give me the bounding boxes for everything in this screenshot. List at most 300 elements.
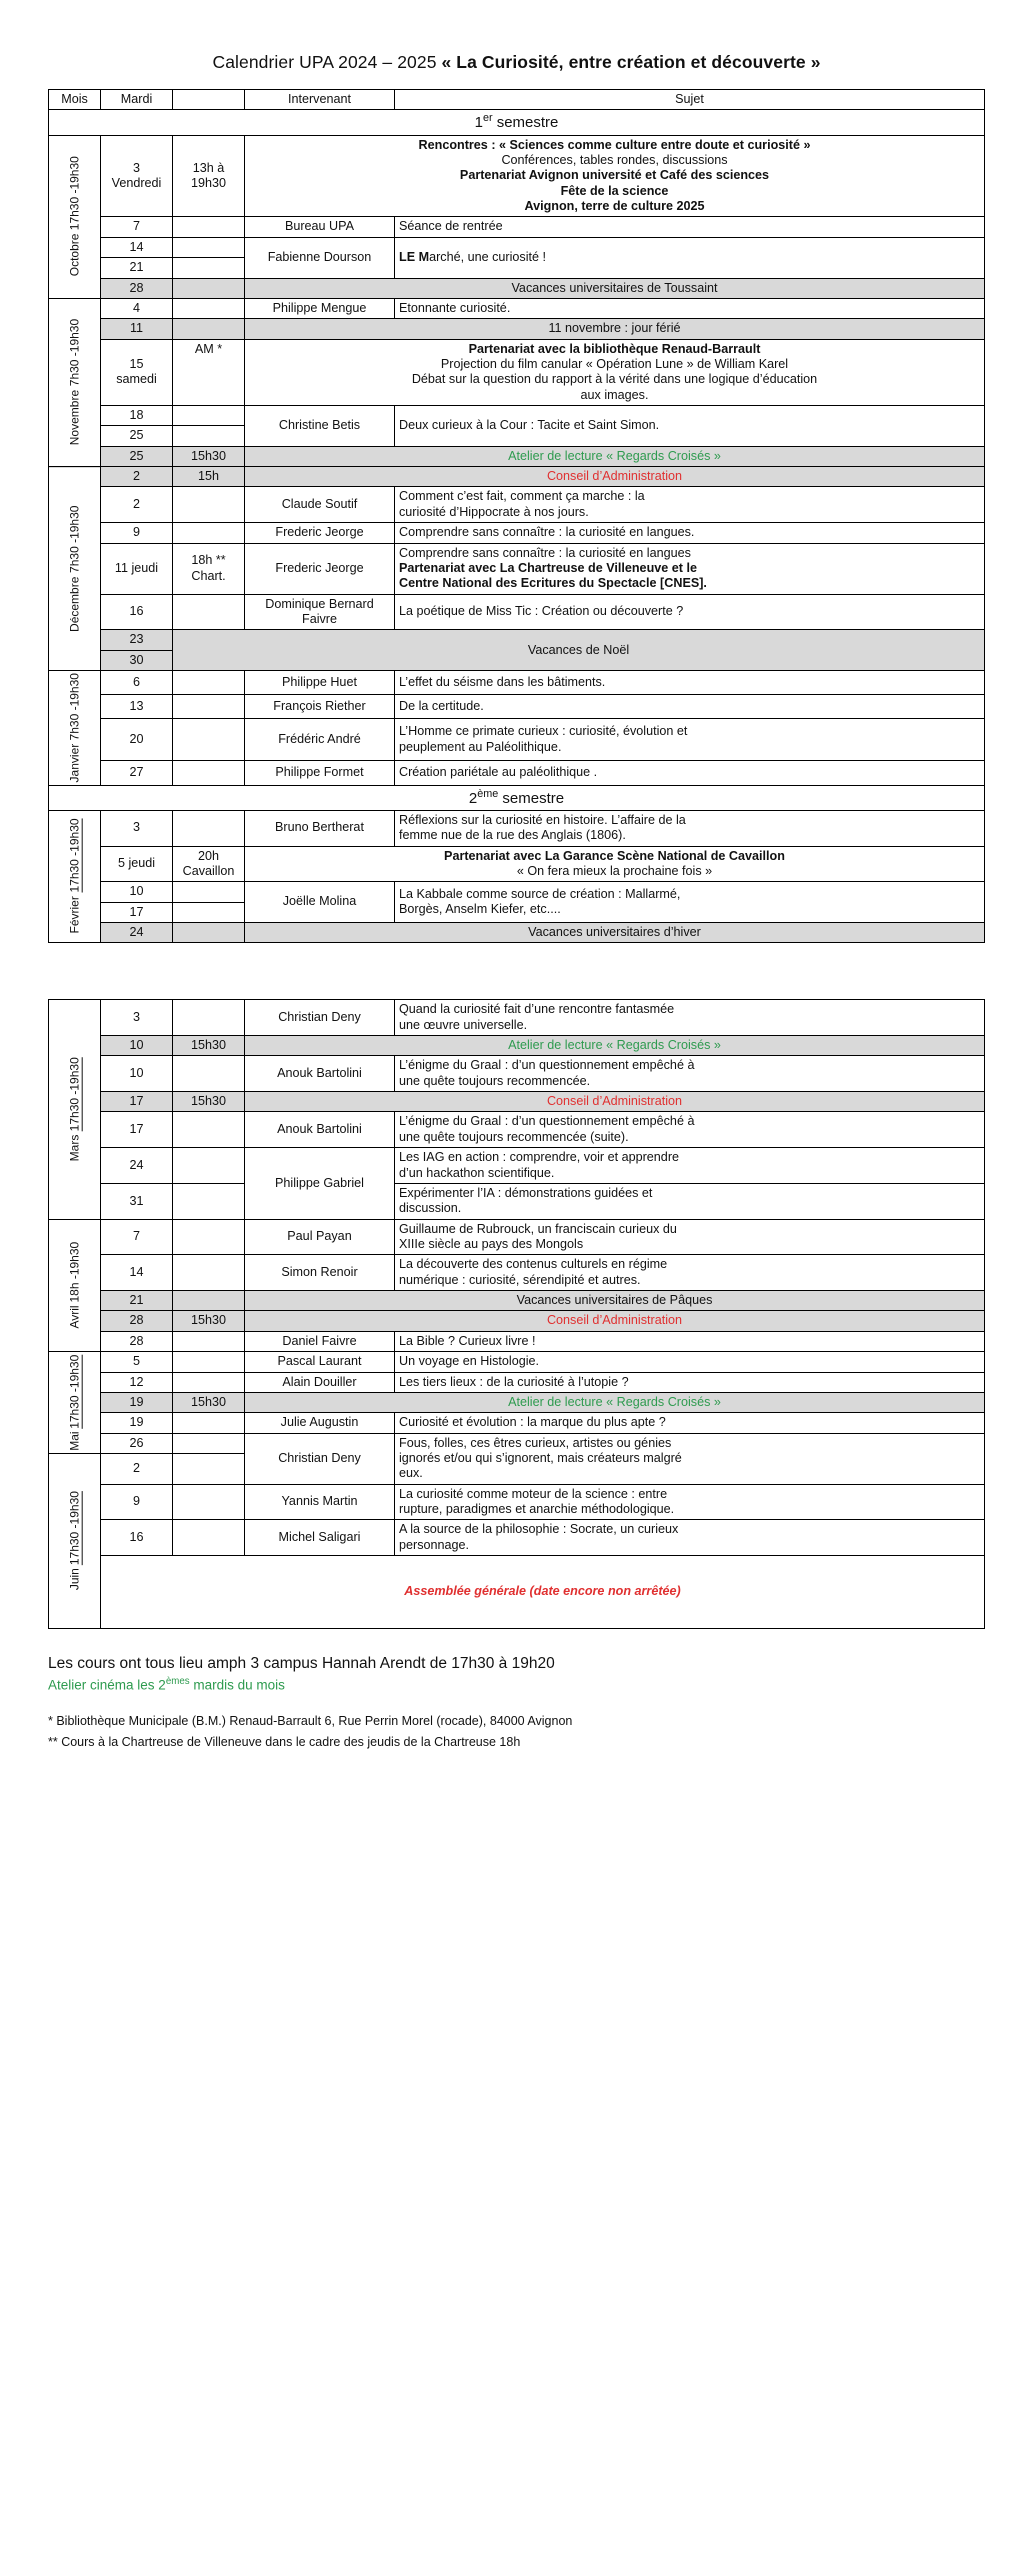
- speaker-cell: François Riether: [245, 695, 395, 719]
- date-cell: 19: [101, 1413, 173, 1433]
- subject-line2: XIIIe siècle au pays des Mongols: [399, 1237, 584, 1251]
- speaker-cell: Anouk Bartolini: [245, 1056, 395, 1092]
- month-avril-name: Avril: [67, 1305, 82, 1329]
- subject-line1: A la source de la philosophie : Socrate, un curieux: [399, 1522, 679, 1537]
- subject-cell: [395, 810, 985, 846]
- semester-2-num: 2: [468, 789, 478, 807]
- time-cell: [173, 1331, 245, 1351]
- table-row-holiday: [49, 278, 985, 298]
- subject-cell: [245, 339, 985, 405]
- subject-cell: Etonnante curiosité.: [395, 298, 985, 318]
- subject-line5: Avignon, terre de culture 2025: [524, 199, 705, 214]
- date-cell: 10: [101, 1056, 173, 1092]
- month-fevrier-hours: 17h30 -19h30: [67, 819, 82, 894]
- time-line1: 20h: [197, 848, 219, 863]
- header-heure: [173, 90, 245, 110]
- subject-cell: [395, 1112, 985, 1148]
- date-cell: 28: [101, 1311, 173, 1331]
- date-cell: 4: [101, 298, 173, 318]
- date-cell: 14: [101, 1255, 173, 1291]
- date-cell: 17: [101, 1092, 173, 1112]
- table-row: [49, 882, 985, 902]
- speaker-cell: Joëlle Molina: [245, 882, 395, 923]
- time-cell: [173, 1056, 245, 1092]
- speaker-cell: Philippe Formet: [245, 761, 395, 785]
- table-row: [49, 543, 985, 594]
- date-cell: 9: [101, 523, 173, 543]
- date-cell: 12: [101, 1372, 173, 1392]
- date-cell: 11 jeudi: [101, 543, 173, 594]
- subject-line2: discussion.: [399, 1201, 462, 1216]
- time-cell: [173, 695, 245, 719]
- subject-cell: [395, 1183, 985, 1219]
- date-cell: 2: [101, 487, 173, 523]
- subject-line1: Les IAG en action : comprendre, voir et apprendre: [399, 1150, 680, 1165]
- subject-line3: Débat sur la question du rapport à la vérité dans une logique d’éducation: [411, 372, 818, 387]
- time-cell: [173, 278, 245, 298]
- subject-cell: [395, 1056, 985, 1092]
- month-octobre-hours: 17h30 -19h30: [67, 156, 82, 231]
- time-cell: [173, 237, 245, 257]
- holiday-label: Vacances universitaires d’hiver: [245, 922, 985, 942]
- table-row-atelier: [49, 1392, 985, 1412]
- speaker-cell: Paul Payan: [245, 1219, 395, 1255]
- time-cell: [173, 1000, 245, 1036]
- date-cell: 5: [101, 1352, 173, 1372]
- date-cell: 10: [101, 1036, 173, 1056]
- subject-cell: Un voyage en Histologie.: [395, 1352, 985, 1372]
- time-cell: [173, 1433, 245, 1453]
- time-cell: [173, 1453, 245, 1484]
- time-cell: [173, 1148, 245, 1184]
- subject-cell: [395, 1433, 985, 1484]
- time-cell: 15h: [173, 467, 245, 487]
- subject-cell: [395, 543, 985, 594]
- table-row: [49, 1219, 985, 1255]
- table-row: [49, 1000, 985, 1036]
- footer: [48, 1655, 985, 1753]
- date-cell: 13: [101, 695, 173, 719]
- table-row: [49, 339, 985, 405]
- date-cell: 6: [101, 671, 173, 695]
- speaker-cell: Yannis Martin: [245, 1484, 395, 1520]
- subject-cell: Deux curieux à la Cour : Tacite et Saint Simon.: [395, 406, 985, 447]
- subject-line3: Partenariat Avignon université et Café des sciences: [459, 168, 770, 183]
- assemblee-generale-label: Assemblée générale (date encore non arrêtée): [101, 1556, 985, 1629]
- table-row-ca: [49, 1092, 985, 1112]
- subject-line2: femme nue de la rue des Anglais (1806).: [399, 828, 626, 843]
- table-row: [49, 1183, 985, 1219]
- subject-line1: Comment c’est fait, comment ça marche : la: [399, 489, 645, 504]
- date-cell: 16: [101, 594, 173, 630]
- date-cell: 25: [101, 426, 173, 446]
- header-intervenant: Intervenant: [245, 90, 395, 110]
- speaker-cell: Philippe Mengue: [245, 298, 395, 318]
- subject-line1: Comprendre sans connaître : la curiosité en langues: [399, 545, 691, 560]
- table-row: [49, 237, 985, 257]
- semester-1-exp: er: [482, 112, 493, 125]
- table-row: [49, 1056, 985, 1092]
- subject-line1: L’énigme du Graal : d’un questionnement empêché à: [399, 1058, 695, 1073]
- table-row: [49, 1331, 985, 1351]
- subject-line2: curiosité d’Hippocrate à nos jours.: [399, 504, 589, 519]
- date-day: 3: [132, 160, 140, 175]
- subject-cell: L’effet du séisme dans les bâtiments.: [395, 671, 985, 695]
- table-row: [49, 1148, 985, 1184]
- date-cell: 28: [101, 1331, 173, 1351]
- calendar-table-part2: [48, 999, 985, 1629]
- month-juin-hours: 17h30 -19h30: [67, 1491, 82, 1566]
- time-cell: [173, 298, 245, 318]
- date-cell: 2: [101, 467, 173, 487]
- table-row: [49, 695, 985, 719]
- subject-line2: personnage.: [399, 1537, 470, 1552]
- month-octobre-name: Octobre: [67, 234, 82, 277]
- time-cell: [173, 523, 245, 543]
- date-cell: 24: [101, 1148, 173, 1184]
- table-row: [49, 846, 985, 882]
- subject-line2: « On fera mieux la prochaine fois »: [516, 863, 713, 878]
- time-cell: [173, 426, 245, 446]
- subject-line1: L’énigme du Graal : d’un questionnement empêché à: [399, 1114, 695, 1129]
- date-cell: 9: [101, 1484, 173, 1520]
- time-cell: [173, 135, 245, 217]
- table-row-ca: [49, 467, 985, 487]
- subject-line2: d’un hackathon scientifique.: [399, 1165, 555, 1180]
- subject-cell: La poétique de Miss Tic : Création ou découverte ?: [395, 594, 985, 630]
- table-row-holiday: [49, 922, 985, 942]
- month-mai: [49, 1352, 101, 1454]
- subject-line1: Fous, folles, ces êtres curieux, artistes ou génies: [399, 1435, 672, 1450]
- subject-cell: [395, 1520, 985, 1556]
- subject-cell: Comprendre sans connaître : la curiosité en langues.: [395, 523, 985, 543]
- speaker-cell: Michel Saligari: [245, 1520, 395, 1556]
- header-mois: Mois: [49, 90, 101, 110]
- semester-row-1: [49, 110, 985, 135]
- subject-line2: Partenariat avec La Chartreuse de Villeneuve et le: [399, 560, 697, 575]
- time-cell: [173, 719, 245, 761]
- time-cell: [173, 594, 245, 630]
- subject-line1: La curiosité comme moteur de la science : entre: [399, 1486, 668, 1501]
- table-row: [49, 1520, 985, 1556]
- speaker-cell: [245, 594, 395, 630]
- subject-line3: Centre National des Ecritures du Spectacle [CNES].: [399, 576, 707, 591]
- speaker-cell: Christian Deny: [245, 1433, 395, 1484]
- month-janvier-name: Janvier: [67, 743, 82, 783]
- month-fevrier: [49, 810, 101, 943]
- month-novembre-name: Novembre: [67, 390, 82, 446]
- time-line2: 19h30: [190, 176, 227, 191]
- subject-cell: La Bible ? Curieux livre !: [395, 1331, 985, 1351]
- speaker-cell: Daniel Faivre: [245, 1331, 395, 1351]
- subject-bold: LE M: [399, 249, 430, 264]
- speaker-cell: Frédéric André: [245, 719, 395, 761]
- header-sujet: Sujet: [395, 90, 985, 110]
- date-cell: 27: [101, 761, 173, 785]
- semester-row-2: [49, 785, 985, 810]
- date-cell: 23: [101, 630, 173, 650]
- semester-2-exp: ème: [477, 787, 499, 800]
- semester-2-label: [49, 785, 985, 810]
- table-row: [49, 1484, 985, 1520]
- subject-line2: une œuvre universelle.: [399, 1017, 528, 1032]
- page-title: [48, 52, 985, 73]
- month-mai-name: Mai: [67, 1431, 82, 1451]
- holiday-label: Vacances de Noël: [173, 630, 985, 671]
- table-row-holiday: [49, 630, 985, 650]
- date-cell: 25: [101, 446, 173, 466]
- subject-cell: [245, 135, 985, 217]
- subject-cell: Création pariétale au paléolithique .: [395, 761, 985, 785]
- subject-line2: Borgès, Anselm Kiefer, etc....: [399, 902, 561, 917]
- table-header-row: [49, 90, 985, 110]
- month-decembre-name: Décembre: [67, 576, 82, 632]
- subject-line1: La découverte des contenus culturels en régime: [399, 1257, 668, 1272]
- ca-label: Conseil d’Administration: [245, 467, 985, 487]
- holiday-label: Vacances universitaires de Pâques: [245, 1291, 985, 1311]
- month-avril-hours: 18h -19h30: [67, 1241, 82, 1303]
- date-cell: 17: [101, 902, 173, 922]
- subject-cell: [395, 1000, 985, 1036]
- time-cell: [173, 1255, 245, 1291]
- month-fevrier-name: Février: [67, 896, 82, 934]
- speaker-cell: Alain Douiller: [245, 1372, 395, 1392]
- month-mars: [49, 1000, 101, 1219]
- time-cell: [173, 902, 245, 922]
- date-cell: 7: [101, 1219, 173, 1255]
- time-line1: 13h à: [192, 160, 225, 175]
- date-cell: [101, 339, 173, 405]
- footer-cinema-sup: èmes: [165, 1676, 190, 1688]
- table-row: [49, 406, 985, 426]
- subject-cell: De la certitude.: [395, 695, 985, 719]
- speaker-cell: Bruno Bertherat: [245, 810, 395, 846]
- month-novembre-hours: 7h30 -19h30: [67, 319, 82, 387]
- time-cell: 15h30: [173, 1036, 245, 1056]
- footer-notes: [48, 1711, 985, 1754]
- subject-cell: [245, 846, 985, 882]
- month-mars-hours: 17h30 -19h30: [67, 1057, 82, 1132]
- date-weekday: samedi: [116, 372, 157, 387]
- time-cell: [173, 1413, 245, 1433]
- date-cell: 21: [101, 1291, 173, 1311]
- month-mars-name: Mars: [67, 1134, 82, 1162]
- footer-cinema-b: mardis du mois: [189, 1677, 285, 1693]
- date-cell: 19: [101, 1392, 173, 1412]
- speaker-cell: Claude Soutif: [245, 487, 395, 523]
- subject-line1: L’Homme ce primate curieux : curiosité, évolution et: [399, 724, 688, 739]
- subject-cell: [395, 1219, 985, 1255]
- table-row: [49, 1413, 985, 1433]
- date-cell: 14: [101, 237, 173, 257]
- speaker-cell: Christian Deny: [245, 1000, 395, 1036]
- holiday-label: 11 novembre : jour férié: [245, 319, 985, 339]
- time-cell: [173, 1291, 245, 1311]
- date-cell: 17: [101, 1112, 173, 1148]
- time-cell: 15h30: [173, 1392, 245, 1412]
- speaker-cell: Frederic Jeorge: [245, 523, 395, 543]
- subject-rest: arché, une curiosité !: [429, 249, 546, 264]
- time-cell: 15h30: [173, 1092, 245, 1112]
- time-cell: [173, 1520, 245, 1556]
- date-cell: 10: [101, 882, 173, 902]
- table-row-atelier: [49, 446, 985, 466]
- subject-cell: [395, 487, 985, 523]
- table-row: [49, 1352, 985, 1372]
- date-cell: 20: [101, 719, 173, 761]
- month-janvier-hours: 7h30 -19h30: [67, 673, 82, 741]
- time-cell: [173, 882, 245, 902]
- page-break-spacer: [48, 943, 985, 999]
- date-cell: 7: [101, 217, 173, 237]
- footer-cinema-a: Atelier cinéma les 2: [48, 1677, 166, 1693]
- time-line2: Chart.: [191, 568, 226, 583]
- month-avril: [49, 1219, 101, 1352]
- speaker-cell: Fabienne Dourson: [245, 237, 395, 278]
- date-cell: 24: [101, 922, 173, 942]
- page-title-plain: Calendrier UPA 2024 – 2025: [212, 52, 442, 72]
- speaker-cell: Simon Renoir: [245, 1255, 395, 1291]
- date-day: 15: [129, 356, 144, 371]
- speaker-cell: Julie Augustin: [245, 1413, 395, 1433]
- date-cell: 18: [101, 406, 173, 426]
- table-row-holiday: [49, 1291, 985, 1311]
- footer-line-location: Les cours ont tous lieu amph 3 campus Hannah Arendt de 17h30 à 19h20: [48, 1655, 555, 1673]
- subject-line1: Expérimenter l’IA : démonstrations guidées et: [399, 1185, 653, 1200]
- date-cell: 11: [101, 319, 173, 339]
- date-cell: 26: [101, 1433, 173, 1453]
- month-juin-name: Juin: [67, 1568, 82, 1591]
- table-row: [49, 719, 985, 761]
- date-cell: 3: [101, 1000, 173, 1036]
- subject-line1: Rencontres : « Sciences comme culture entre doute et curiosité »: [418, 137, 811, 152]
- time-cell: [173, 671, 245, 695]
- table-row: [49, 810, 985, 846]
- ca-label: Conseil d’Administration: [245, 1311, 985, 1331]
- subject-line2: Conférences, tables rondes, discussions: [501, 153, 728, 168]
- footer-line-cinema: [48, 1676, 985, 1693]
- speaker-cell: Frederic Jeorge: [245, 543, 395, 594]
- date-cell: 3: [101, 810, 173, 846]
- subject-line2: une quête toujours recommencée (suite).: [399, 1129, 629, 1144]
- subject-cell: Séance de rentrée: [395, 217, 985, 237]
- footnote-1: * Bibliothèque Municipale (B.M.) Renaud-Barrault 6, Rue Perrin Morel (rocade), 84000 Avignon: [48, 1713, 573, 1728]
- subject-line4: aux images.: [580, 387, 649, 402]
- subject-line2: rupture, paradigmes et anarchie méthodologique.: [399, 1502, 675, 1517]
- subject-line4: Fête de la science: [560, 183, 669, 198]
- date-weekday: Vendredi: [111, 176, 162, 191]
- subject-cell: Les tiers lieux : de la curiosité à l’utopie ?: [395, 1372, 985, 1392]
- subject-cell: [395, 1484, 985, 1520]
- table-row: [49, 761, 985, 785]
- time-cell: [173, 258, 245, 278]
- subject-line3: eux.: [399, 1466, 423, 1481]
- month-janvier: [49, 671, 101, 785]
- table-row: [49, 1433, 985, 1453]
- speaker-cell: Anouk Bartolini: [245, 1112, 395, 1148]
- month-juin: [49, 1453, 101, 1628]
- table-row: [49, 135, 985, 217]
- time-line1: 18h **: [191, 553, 226, 568]
- time-cell: [173, 543, 245, 594]
- time-line2: Cavaillon: [182, 863, 235, 878]
- atelier-label: Atelier de lecture « Regards Croisés »: [245, 1036, 985, 1056]
- date-cell: 21: [101, 258, 173, 278]
- semester-1-num: 1: [474, 114, 483, 132]
- table-row: [49, 298, 985, 318]
- subject-line1: La Kabbale comme source de création : Mallarmé,: [399, 886, 681, 901]
- table-row-assemblee: [49, 1556, 985, 1629]
- ca-label: Conseil d’Administration: [245, 1092, 985, 1112]
- date-cell: 5 jeudi: [101, 846, 173, 882]
- speaker-cell: Philippe Huet: [245, 671, 395, 695]
- month-octobre: [49, 135, 101, 298]
- speaker-cell: Christine Betis: [245, 406, 395, 447]
- speaker-cell: Philippe Gabriel: [245, 1148, 395, 1219]
- time-cell: [173, 319, 245, 339]
- subject-line2: peuplement au Paléolithique.: [399, 739, 562, 754]
- time-cell: [173, 1372, 245, 1392]
- semester-2-word: semestre: [498, 789, 565, 807]
- subject-cell: [395, 719, 985, 761]
- table-row-ca: [49, 1311, 985, 1331]
- atelier-label: Atelier de lecture « Regards Croisés »: [245, 1392, 985, 1412]
- time-cell: [173, 487, 245, 523]
- time-cell: [173, 810, 245, 846]
- time-cell: [173, 922, 245, 942]
- time-cell: [173, 1352, 245, 1372]
- date-cell: 16: [101, 1520, 173, 1556]
- speaker-line1: Dominique Bernard: [265, 596, 374, 611]
- time-cell: [173, 1484, 245, 1520]
- subject-line1: Guillaume de Rubrouck, un franciscain curieux du: [399, 1221, 677, 1236]
- subject-line1: Réflexions sur la curiosité en histoire. L’affaire de la: [399, 812, 686, 827]
- table-row: [49, 594, 985, 630]
- date-cell: 31: [101, 1183, 173, 1219]
- subject-cell: [395, 237, 985, 278]
- table-row: [49, 487, 985, 523]
- time-cell: AM *: [173, 339, 245, 405]
- subject-line2: numérique : curiosité, sérendipité et autres.: [399, 1272, 641, 1287]
- month-novembre: [49, 298, 101, 466]
- time-cell: [173, 406, 245, 426]
- semester-1-label: [49, 110, 985, 135]
- date-cell: [101, 135, 173, 217]
- month-decembre-hours: 7h30 -19h30: [67, 505, 82, 573]
- subject-line2: Projection du film canular « Opération Lune » de William Karel: [440, 356, 789, 371]
- header-mardi: Mardi: [101, 90, 173, 110]
- time-cell: 15h30: [173, 1311, 245, 1331]
- time-cell: [173, 1183, 245, 1219]
- time-cell: [173, 846, 245, 882]
- subject-cell: [395, 882, 985, 923]
- atelier-label: Atelier de lecture « Regards Croisés »: [245, 446, 985, 466]
- semester-1-word: semestre: [492, 114, 559, 132]
- table-row-holiday: [49, 319, 985, 339]
- time-cell: 15h30: [173, 446, 245, 466]
- month-decembre: [49, 467, 101, 671]
- table-row: [49, 523, 985, 543]
- time-cell: [173, 761, 245, 785]
- table-row: [49, 671, 985, 695]
- page-title-bold: « La Curiosité, entre création et découverte »: [441, 52, 821, 72]
- table-row: [49, 1372, 985, 1392]
- month-mai-hours: 17h30 -19h30: [67, 1354, 82, 1429]
- table-row: [49, 1255, 985, 1291]
- speaker-line2: Faivre: [302, 612, 337, 626]
- calendar-table-part1: [48, 89, 985, 943]
- speaker-cell: Bureau UPA: [245, 217, 395, 237]
